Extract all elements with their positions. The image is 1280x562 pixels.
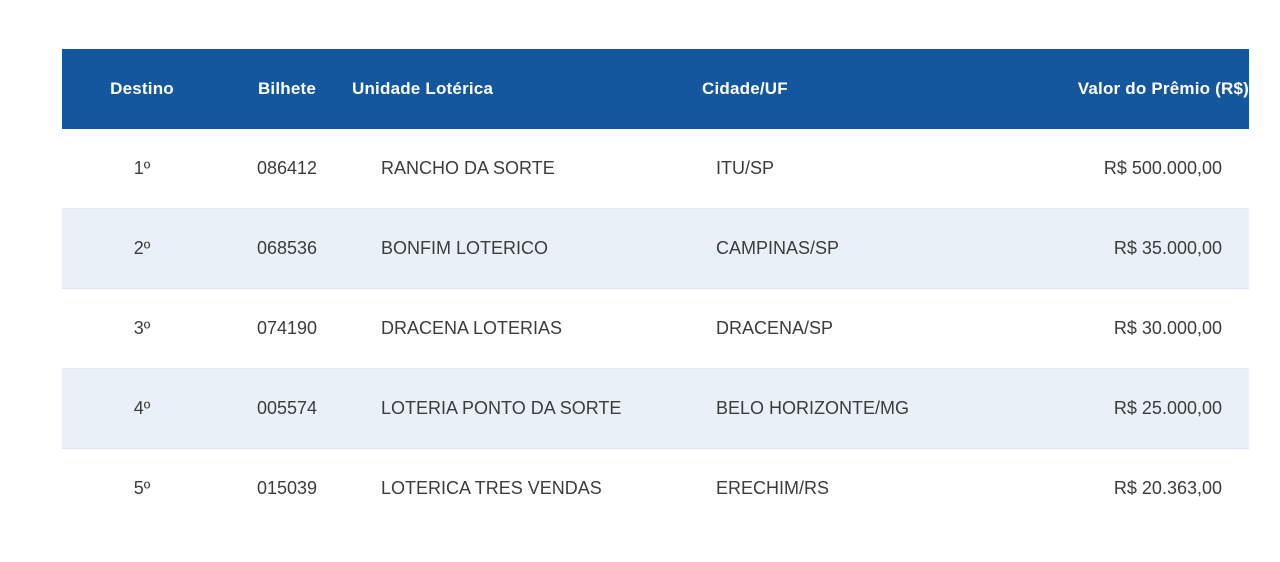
cell-bilhete: 005574 [222,369,352,449]
column-header-cidade-uf: Cidade/UF [702,49,1017,129]
cell-destino: 3º [62,289,222,369]
cell-bilhete: 068536 [222,209,352,289]
cell-bilhete: 086412 [222,129,352,209]
cell-valor-premio: R$ 500.000,00 [1017,129,1249,209]
cell-unidade-loterica: RANCHO DA SORTE [352,129,702,209]
table-row [62,129,1249,209]
cell-cidade-uf: DRACENA/SP [702,289,1017,369]
column-header-destino: Destino [62,49,222,129]
cell-cidade-uf: ITU/SP [702,129,1017,209]
cell-valor-premio: R$ 20.363,00 [1113,478,1222,498]
table-row [62,209,1249,289]
cell-cidade-uf: BELO HORIZONTE/MG [702,369,1017,449]
cell-destino: 4º [62,369,222,449]
cell-destino: 2º [62,209,222,289]
column-header-unidade-loterica: Unidade Lotérica [352,49,702,129]
table-row [62,449,1249,529]
table-body [62,129,1249,528]
cell-unidade-loterica: LOTERICA TRES VENDAS [381,478,602,498]
cell-cidade-uf: CAMPINAS/SP [702,209,1017,289]
cell-bilhete: 074190 [222,289,352,369]
cell-unidade-loterica: DRACENA LOTERIAS [352,289,702,369]
cell-unidade-loterica: LOTERIA PONTO DA SORTE [352,369,702,449]
table-header [62,49,1249,129]
cell-unidade-loterica: BONFIM LOTERICO [352,209,702,289]
cell-valor-premio: R$ 25.000,00 [1017,369,1249,449]
table-row [62,369,1249,449]
prize-table-container [62,49,1249,528]
prize-table [62,49,1249,528]
column-header-valor-premio: Valor do Prêmio (R$) [1017,49,1249,129]
cell-cidade-uf: ERECHIM/RS [716,478,830,498]
cell-bilhete: 015039 [256,478,318,498]
cell-valor-premio: R$ 30.000,00 [1017,289,1249,369]
table-row [62,289,1249,369]
cell-destino: 5º [133,478,151,498]
cell-destino: 1º [62,129,222,209]
table-header-row [62,49,1249,129]
column-header-bilhete: Bilhete [222,49,352,129]
cell-valor-premio: R$ 35.000,00 [1017,209,1249,289]
